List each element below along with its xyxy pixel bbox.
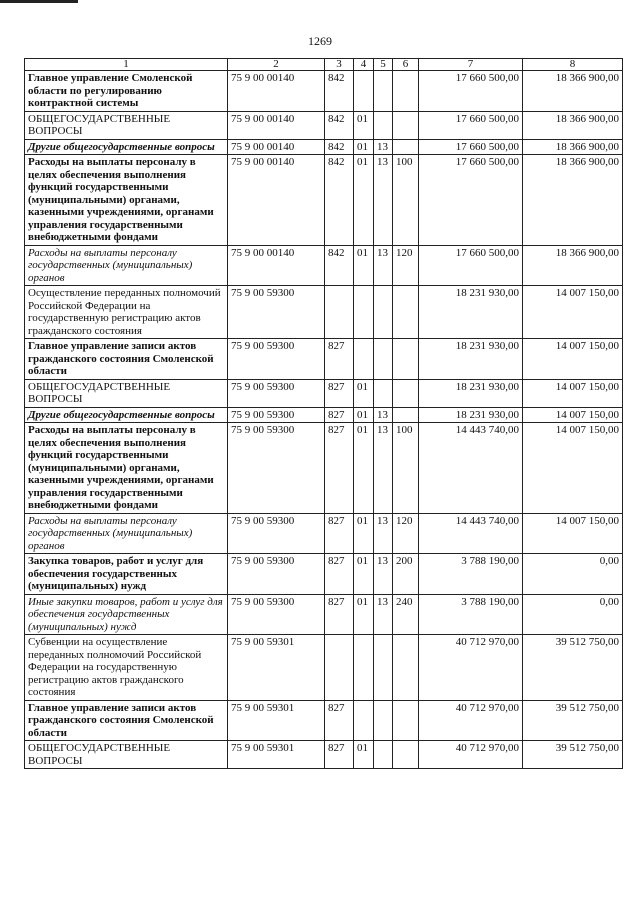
section-code-cell: 01 xyxy=(354,513,374,554)
target-article-cell: 75 9 00 00140 xyxy=(228,71,325,112)
section-code-cell xyxy=(354,339,374,380)
target-article-cell: 75 9 00 59300 xyxy=(228,339,325,380)
expense-type-cell: 200 xyxy=(393,554,419,595)
amount-year1-cell: 17 660 500,00 xyxy=(419,111,523,139)
grbs-code-cell: 842 xyxy=(325,71,354,112)
amount-year2-cell: 18 366 900,00 xyxy=(523,155,623,246)
table-row xyxy=(25,554,623,595)
row-name-cell: Закупка товаров, работ и услуг для обеспечения государственных (муниципальных) нужд xyxy=(25,554,228,595)
table-row xyxy=(25,700,623,741)
expense-type-cell: 100 xyxy=(393,423,419,514)
table-row xyxy=(25,513,623,554)
amount-year1-cell: 18 231 930,00 xyxy=(419,407,523,423)
subsection-code-cell xyxy=(374,71,393,112)
amount-year2-cell: 14 007 150,00 xyxy=(523,379,623,407)
table-header-row xyxy=(25,59,623,71)
table-row xyxy=(25,635,623,701)
table-row xyxy=(25,379,623,407)
section-code-cell: 01 xyxy=(354,741,374,769)
subsection-code-cell xyxy=(374,635,393,701)
section-code-cell: 01 xyxy=(354,379,374,407)
table-row xyxy=(25,155,623,246)
amount-year1-cell: 14 443 740,00 xyxy=(419,423,523,514)
target-article-cell: 75 9 00 59300 xyxy=(228,379,325,407)
section-code-cell: 01 xyxy=(354,155,374,246)
row-name-cell: Расходы на выплаты персоналу государственных (муниципальных) органов xyxy=(25,245,228,286)
row-name-cell: Расходы на выплаты персоналу в целях обеспечения выполнения функций государственными (муниципальными) органами, казенными учреждениями, органами управления государственными внебюджетными фондами xyxy=(25,423,228,514)
amount-year2-cell: 14 007 150,00 xyxy=(523,286,623,339)
section-code-cell: 01 xyxy=(354,423,374,514)
subsection-code-cell xyxy=(374,286,393,339)
section-code-cell: 01 xyxy=(354,407,374,423)
table-row xyxy=(25,245,623,286)
grbs-code-cell: 827 xyxy=(325,407,354,423)
amount-year1-cell: 14 443 740,00 xyxy=(419,513,523,554)
grbs-code-cell: 842 xyxy=(325,245,354,286)
amount-year2-cell: 39 512 750,00 xyxy=(523,741,623,769)
target-article-cell: 75 9 00 59300 xyxy=(228,594,325,635)
amount-year1-cell: 40 712 970,00 xyxy=(419,741,523,769)
row-name-cell: Субвенции на осуществление переданных полномочий Российской Федерации на государственную регистрацию актов гражданского состояния xyxy=(25,635,228,701)
target-article-cell: 75 9 00 00140 xyxy=(228,139,325,155)
amount-year2-cell: 39 512 750,00 xyxy=(523,700,623,741)
subsection-code-cell: 13 xyxy=(374,554,393,595)
grbs-code-cell: 827 xyxy=(325,423,354,514)
expense-type-cell xyxy=(393,111,419,139)
amount-year2-cell: 14 007 150,00 xyxy=(523,513,623,554)
subsection-code-cell: 13 xyxy=(374,245,393,286)
amount-year2-cell: 18 366 900,00 xyxy=(523,139,623,155)
row-name-cell: Расходы на выплаты персоналу в целях обеспечения выполнения функций государственными (муниципальными) органами, казенными учреждениями, органами управления государственными внебюджетными фондами xyxy=(25,155,228,246)
column-header: 4 xyxy=(354,59,374,71)
expense-type-cell xyxy=(393,635,419,701)
grbs-code-cell: 827 xyxy=(325,741,354,769)
subsection-code-cell: 13 xyxy=(374,155,393,246)
amount-year1-cell: 17 660 500,00 xyxy=(419,71,523,112)
grbs-code-cell: 827 xyxy=(325,379,354,407)
target-article-cell: 75 9 00 59300 xyxy=(228,423,325,514)
target-article-cell: 75 9 00 59301 xyxy=(228,700,325,741)
table-row xyxy=(25,339,623,380)
grbs-code-cell: 827 xyxy=(325,513,354,554)
amount-year2-cell: 39 512 750,00 xyxy=(523,635,623,701)
target-article-cell: 75 9 00 59301 xyxy=(228,741,325,769)
row-name-cell: ОБЩЕГОСУДАРСТВЕННЫЕ ВОПРОСЫ xyxy=(25,111,228,139)
target-article-cell: 75 9 00 59300 xyxy=(228,554,325,595)
column-header: 7 xyxy=(419,59,523,71)
table-row xyxy=(25,71,623,112)
grbs-code-cell: 842 xyxy=(325,111,354,139)
row-name-cell: Главное управление записи актов гражданского состояния Смоленской области xyxy=(25,700,228,741)
column-header: 8 xyxy=(523,59,623,71)
grbs-code-cell xyxy=(325,635,354,701)
expense-type-cell xyxy=(393,379,419,407)
amount-year2-cell: 18 366 900,00 xyxy=(523,245,623,286)
grbs-code-cell: 827 xyxy=(325,594,354,635)
grbs-code-cell: 827 xyxy=(325,339,354,380)
table-row xyxy=(25,111,623,139)
section-code-cell xyxy=(354,700,374,741)
target-article-cell: 75 9 00 59301 xyxy=(228,635,325,701)
subsection-code-cell: 13 xyxy=(374,594,393,635)
grbs-code-cell: 842 xyxy=(325,155,354,246)
amount-year2-cell: 18 366 900,00 xyxy=(523,71,623,112)
amount-year1-cell: 3 788 190,00 xyxy=(419,554,523,595)
row-name-cell: ОБЩЕГОСУДАРСТВЕННЫЕ ВОПРОСЫ xyxy=(25,379,228,407)
target-article-cell: 75 9 00 00140 xyxy=(228,245,325,286)
expense-type-cell xyxy=(393,71,419,112)
table-row xyxy=(25,741,623,769)
row-name-cell: Главное управление Смоленской области по регулированию контрактной системы xyxy=(25,71,228,112)
amount-year2-cell: 14 007 150,00 xyxy=(523,407,623,423)
column-header: 3 xyxy=(325,59,354,71)
section-code-cell xyxy=(354,71,374,112)
section-code-cell xyxy=(354,286,374,339)
subsection-code-cell: 13 xyxy=(374,513,393,554)
expense-type-cell xyxy=(393,339,419,380)
amount-year1-cell: 18 231 930,00 xyxy=(419,339,523,380)
amount-year2-cell: 18 366 900,00 xyxy=(523,111,623,139)
row-name-cell: Осуществление переданных полномочий Российской Федерации на государственную регистрацию актов гражданского состояния xyxy=(25,286,228,339)
table-row xyxy=(25,594,623,635)
column-header: 5 xyxy=(374,59,393,71)
grbs-code-cell xyxy=(325,286,354,339)
subsection-code-cell: 13 xyxy=(374,423,393,514)
target-article-cell: 75 9 00 59300 xyxy=(228,513,325,554)
row-name-cell: Другие общегосударственные вопросы xyxy=(25,139,228,155)
page-number: 1269 xyxy=(308,34,332,48)
section-code-cell: 01 xyxy=(354,111,374,139)
budget-table xyxy=(24,58,623,769)
amount-year1-cell: 40 712 970,00 xyxy=(419,635,523,701)
amount-year1-cell: 3 788 190,00 xyxy=(419,594,523,635)
amount-year2-cell: 14 007 150,00 xyxy=(523,423,623,514)
amount-year2-cell: 0,00 xyxy=(523,554,623,595)
subsection-code-cell xyxy=(374,339,393,380)
row-name-cell: Другие общегосударственные вопросы xyxy=(25,407,228,423)
grbs-code-cell: 842 xyxy=(325,139,354,155)
target-article-cell: 75 9 00 59300 xyxy=(228,286,325,339)
expense-type-cell: 120 xyxy=(393,245,419,286)
expense-type-cell xyxy=(393,407,419,423)
expense-type-cell: 120 xyxy=(393,513,419,554)
table-row xyxy=(25,423,623,514)
amount-year1-cell: 18 231 930,00 xyxy=(419,286,523,339)
row-name-cell: Главное управление записи актов гражданского состояния Смоленской области xyxy=(25,339,228,380)
section-code-cell: 01 xyxy=(354,245,374,286)
column-header: 6 xyxy=(393,59,419,71)
target-article-cell: 75 9 00 59300 xyxy=(228,407,325,423)
column-header: 1 xyxy=(25,59,228,71)
grbs-code-cell: 827 xyxy=(325,700,354,741)
section-code-cell: 01 xyxy=(354,139,374,155)
subsection-code-cell xyxy=(374,111,393,139)
expense-type-cell: 100 xyxy=(393,155,419,246)
table-row xyxy=(25,139,623,155)
target-article-cell: 75 9 00 00140 xyxy=(228,155,325,246)
amount-year1-cell: 17 660 500,00 xyxy=(419,155,523,246)
row-name-cell: Расходы на выплаты персоналу государственных (муниципальных) органов xyxy=(25,513,228,554)
amount-year1-cell: 18 231 930,00 xyxy=(419,379,523,407)
table-row xyxy=(25,407,623,423)
amount-year1-cell: 40 712 970,00 xyxy=(419,700,523,741)
table-row xyxy=(25,286,623,339)
section-code-cell: 01 xyxy=(354,554,374,595)
amount-year2-cell: 0,00 xyxy=(523,594,623,635)
section-code-cell xyxy=(354,635,374,701)
subsection-code-cell: 13 xyxy=(374,407,393,423)
amount-year1-cell: 17 660 500,00 xyxy=(419,245,523,286)
amount-year1-cell: 17 660 500,00 xyxy=(419,139,523,155)
subsection-code-cell xyxy=(374,379,393,407)
subsection-code-cell xyxy=(374,741,393,769)
scan-edge-mark xyxy=(0,0,78,3)
expense-type-cell xyxy=(393,139,419,155)
expense-type-cell: 240 xyxy=(393,594,419,635)
expense-type-cell xyxy=(393,741,419,769)
row-name-cell: ОБЩЕГОСУДАРСТВЕННЫЕ ВОПРОСЫ xyxy=(25,741,228,769)
expense-type-cell xyxy=(393,700,419,741)
section-code-cell: 01 xyxy=(354,594,374,635)
subsection-code-cell xyxy=(374,700,393,741)
grbs-code-cell: 827 xyxy=(325,554,354,595)
amount-year2-cell: 14 007 150,00 xyxy=(523,339,623,380)
target-article-cell: 75 9 00 00140 xyxy=(228,111,325,139)
expense-type-cell xyxy=(393,286,419,339)
subsection-code-cell: 13 xyxy=(374,139,393,155)
column-header: 2 xyxy=(228,59,325,71)
row-name-cell: Иные закупки товаров, работ и услуг для обеспечения государственных (муниципальных) нужд xyxy=(25,594,228,635)
